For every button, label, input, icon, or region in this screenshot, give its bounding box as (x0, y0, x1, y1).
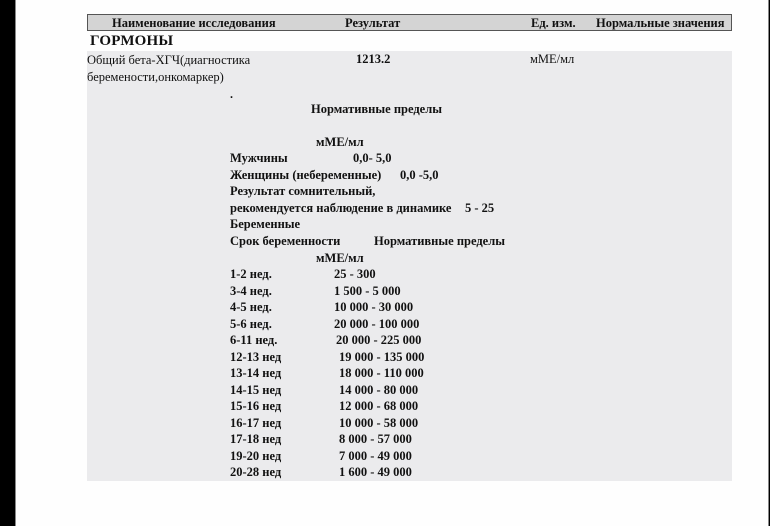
pregnancy-range: 25 - 300 (334, 267, 376, 281)
test-row (87, 51, 732, 481)
header-test-name: Наименование исследования (112, 16, 276, 30)
pregnancy-range: 19 000 - 135 000 (339, 349, 425, 364)
pregnancy-term: 20-28 нед (230, 465, 282, 479)
men-range: 0,0- 5,0 (353, 151, 392, 165)
pregnancy-range: 20 000 - 100 000 (334, 316, 420, 331)
doubtful-line-1: Результат сомнительный, (230, 184, 376, 198)
header-normal-values: Нормальные значения (596, 16, 725, 30)
pregnancy-term: 12-13 нед (230, 349, 282, 364)
pregnancy-range: 8 000 - 57 000 (339, 432, 412, 446)
reference-title: Нормативные пределы (311, 102, 442, 116)
pregnancy-term: 14-15 нед (230, 382, 282, 397)
pregnancy-range: 10 000 - 58 000 (339, 415, 419, 430)
pregnancy-term: 13-14 нед (230, 366, 282, 380)
women-label: Женщины (небеременные) (230, 168, 382, 182)
limits-unit: мМЕ/мл (316, 251, 364, 265)
header-unit: Ед. изм. (531, 16, 576, 30)
women-range: 0,0 -5,0 (400, 168, 439, 182)
reference-unit: мМЕ/мл (316, 135, 364, 149)
test-result: 1213.2 (356, 52, 391, 66)
pregnancy-range: 14 000 - 80 000 (339, 382, 419, 397)
limits-header: Нормативные пределы (374, 234, 505, 248)
pregnancy-range: 10 000 - 30 000 (334, 300, 414, 314)
pregnancy-range: 7 000 - 49 000 (339, 448, 412, 463)
document-page (15, 0, 769, 526)
men-label: Мужчины (230, 151, 288, 165)
pregnancy-range: 1 600 - 49 000 (339, 465, 412, 479)
pregnancy-range: 1 500 - 5 000 (334, 283, 401, 298)
pregnancy-term: 17-18 нед (230, 432, 282, 446)
pregnancy-term: 6-11 нед. (230, 333, 278, 347)
pregnancy-term: 4-5 нед. (230, 300, 272, 314)
doubtful-range: 5 - 25 (465, 201, 495, 215)
section-title: ГОРМОНЫ (90, 33, 174, 49)
dot-marker: . (230, 87, 233, 101)
pregnancy-term: 16-17 нед (230, 415, 282, 430)
pregnancy-term: 5-6 нед. (230, 316, 272, 331)
pregnancy-range: 20 000 - 225 000 (336, 333, 422, 347)
pregnancy-term: 3-4 нед. (230, 283, 272, 298)
doubtful-line-2: рекомендуется наблюдение в динамике (230, 201, 452, 215)
pregnancy-term: 19-20 нед (230, 448, 282, 463)
pregnant-label: Беременные (230, 217, 301, 231)
term-header: Срок беременности (230, 234, 341, 248)
table-header (87, 14, 732, 31)
test-name: Общий бета-ХГЧ(диагностика беремености,онкомаркер) (87, 53, 251, 84)
pregnancy-term: 1-2 нед. (230, 267, 272, 281)
pregnancy-term: 15-16 нед (230, 399, 282, 413)
pregnancy-range: 18 000 - 110 000 (339, 366, 424, 380)
test-unit: мМЕ/мл (530, 52, 575, 66)
header-result: Результат (345, 16, 401, 30)
pregnancy-range: 12 000 - 68 000 (339, 399, 419, 413)
